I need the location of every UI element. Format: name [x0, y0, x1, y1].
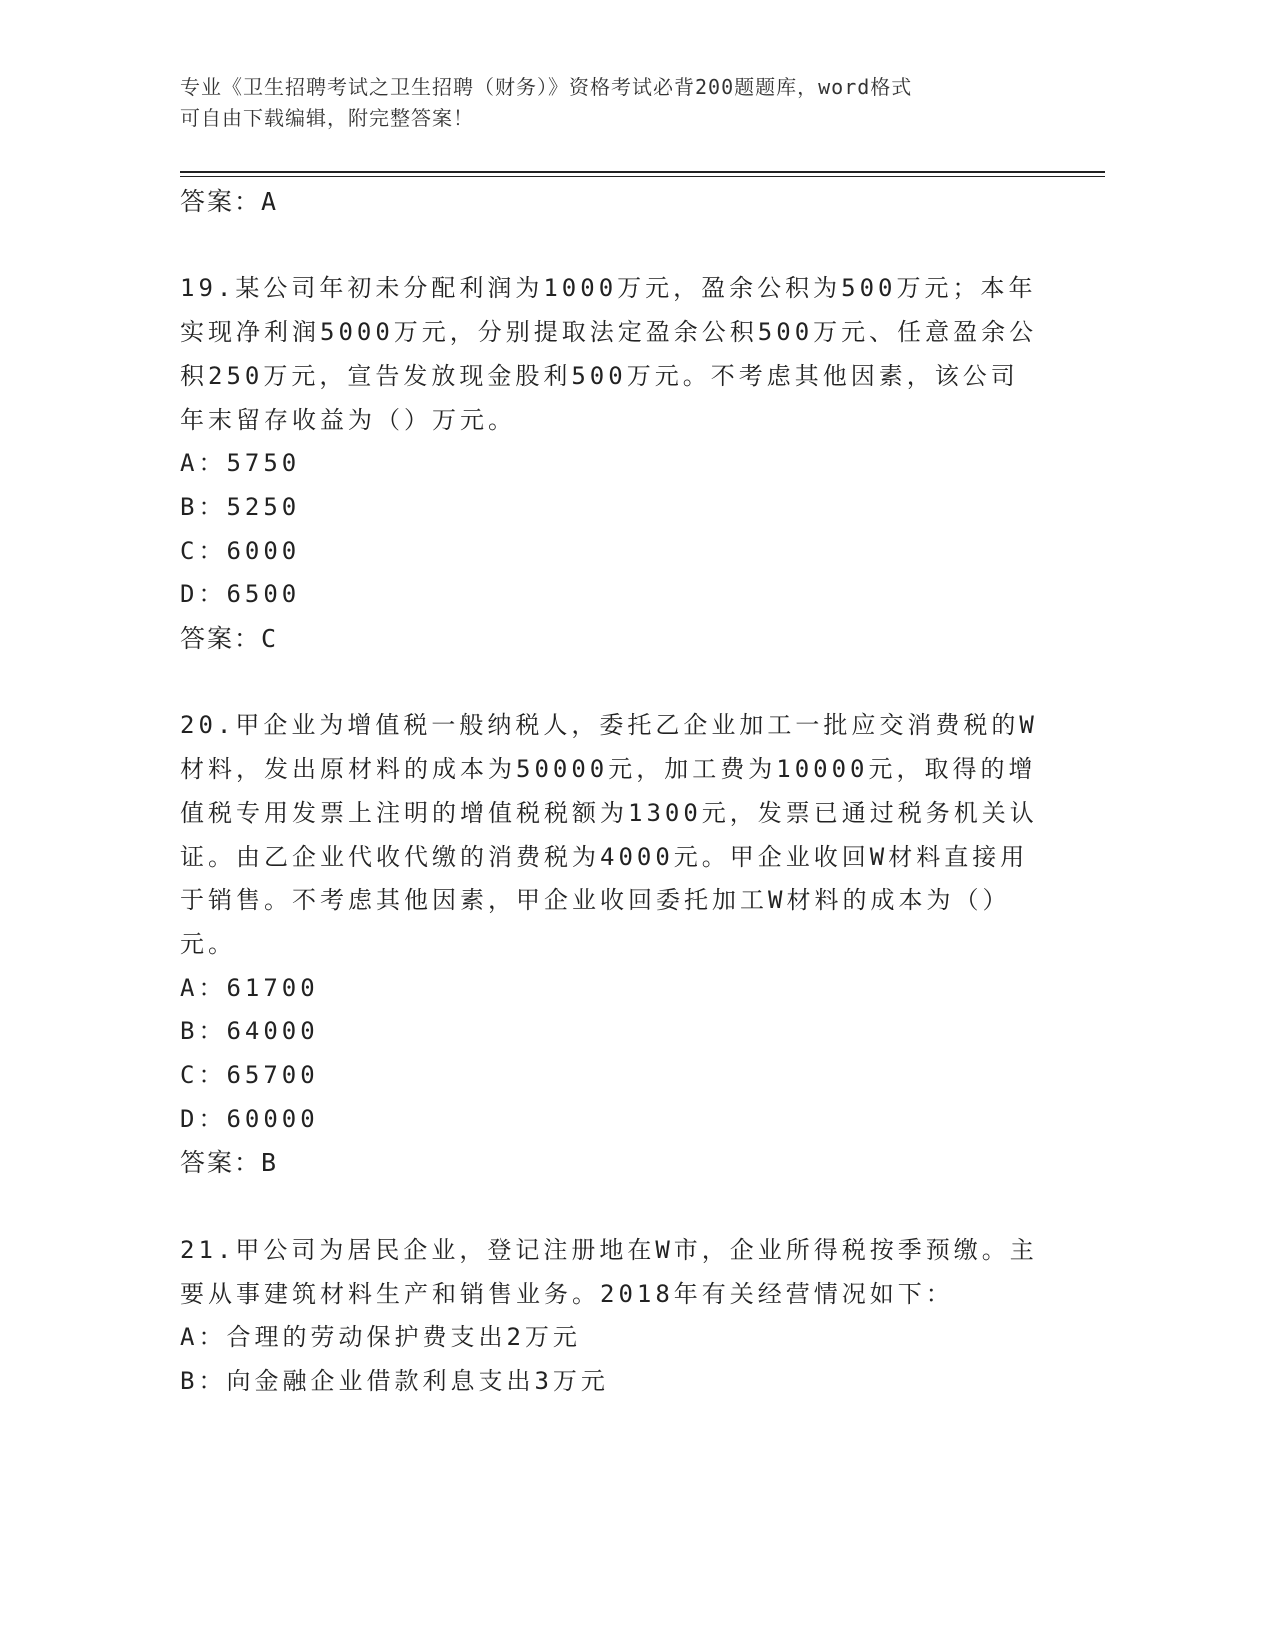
question-text: 19.某公司年初未分配利润为1000万元，盈余公积为500万元；本年: [180, 274, 1037, 303]
question-text: 证。由乙企业代收代缴的消费税为4000元。甲企业收回W材料直接用: [180, 842, 1029, 871]
question-text: 于销售。不考虑其他因素，甲企业收回委托加工W材料的成本为（）: [180, 886, 1011, 915]
option-b: B：5250: [180, 492, 301, 521]
question-text: 积250万元，宣告发放现金股利500万元。不考虑其他因素，该公司: [180, 361, 1019, 390]
document-body: [180, 180, 1120, 1404]
option-b: B：向金融企业借款利息支出3万元: [180, 1366, 609, 1395]
header-divider-thin: [180, 176, 1105, 177]
question-text: 材料，发出原材料的成本为50000元，加工费为10000元，取得的增: [180, 755, 1037, 784]
question-20: [180, 704, 1120, 1185]
option-b: B：64000: [180, 1017, 319, 1046]
answer-line: 答案：B: [180, 1148, 279, 1178]
option-d: D：6500: [180, 580, 301, 609]
question-21: [180, 1229, 1120, 1404]
question-text: 20.甲企业为增值税一般纳税人，委托乙企业加工一批应交消费税的W: [180, 711, 1038, 740]
option-c: C：65700: [180, 1061, 319, 1090]
question-text: 21.甲公司为居民企业，登记注册地在W市，企业所得税按季预缴。主: [180, 1235, 1038, 1264]
answer-line: 答案：C: [180, 624, 279, 654]
option-a: A：5750: [180, 449, 301, 478]
question-text: 年末留存收益为（）万元。: [180, 405, 516, 434]
option-d: D：60000: [180, 1104, 319, 1133]
option-a: A：合理的劳动保护费支出2万元: [180, 1323, 581, 1352]
header-divider: [180, 171, 1105, 173]
question-text: 要从事建筑材料生产和销售业务。2018年有关经营情况如下：: [180, 1279, 954, 1308]
question-text: 值税专用发票上注明的增值税税额为1300元，发票已通过税务机关认: [180, 798, 1038, 827]
header-line: 可自由下载编辑，附完整答案！: [180, 106, 474, 130]
option-a: A：61700: [180, 973, 319, 1002]
question-text: 实现净利润5000万元，分别提取法定盈余公积500万元、任意盈余公: [180, 318, 1038, 347]
document-header: [180, 72, 1110, 134]
header-line: 专业《卫生招聘考试之卫生招聘（财务）》资格考试必背200题题库，word格式: [180, 75, 913, 99]
option-c: C：6000: [180, 536, 301, 565]
question-19: [180, 267, 1120, 660]
answer-line: 答案：A: [180, 187, 279, 216]
question-text: 元。: [180, 929, 236, 958]
